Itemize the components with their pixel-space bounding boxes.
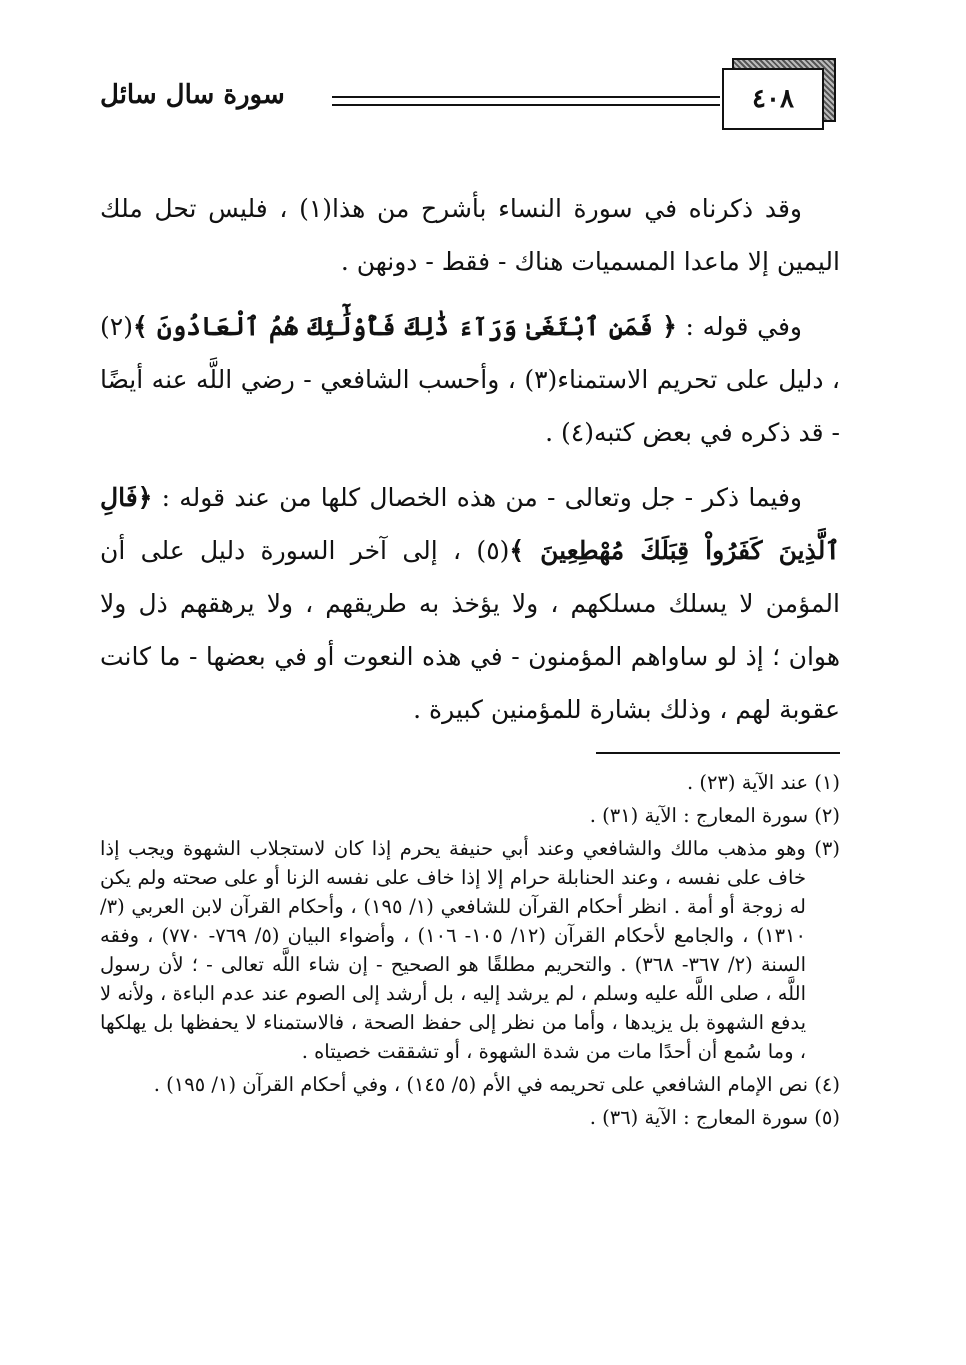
footnote-2: (٢) سورة المعارج : الآية (٣١) .: [589, 804, 840, 827]
paragraph-2-rest: (٢) ، دليل على تحريم الاستمناء(٣) ، وأحسب الشافعي - رضي اللَّه عنه أيضًا - قد ذكره في بعض كتبه(٤) .: [100, 312, 840, 447]
footnote-4: (٤) نص الإمام الشافعي على تحريمه في الأم (٥/ ١٤٥) ، وفي أحكام القرآن (١/ ١٩٥) .: [153, 1073, 840, 1096]
quran-verse-1: ﴿ فَمَنِ ٱبْتَغَىٰ وَرَآءَ ذَٰلِكَ فَأُوْلَٰٓئِكَ هُمُ ٱلْعَادُونَ ﴾: [132, 312, 677, 341]
footnote-3: (٣) وهو مذهب مالك والشافعي وعند أبي حنيفة يحرم إذا كان لاستجلاب الشهوة ويجب إذا خاف على نفسه ، وعند الحنابلة حرام إلا إذا خاف على نفسه الزنا أو على صحته ولم يكن له زوجة أو أمة . انظر أحكام القرآن للشافعي (١/ ١٩٥) ، وأحكام القرآن لابن العربي (٣/ ١٣١٠) ، والجامع لأحكام القرآن (١٢/ ١٠٥- ١٠٦) ، وأضواء البيان (٥/ ٧٦٩- ٧٧٠) ، وفقه السنة (٢/ ٣٦٧- ٣٦٨) . والتحريم مطلقًا هو الصحيح - إن شاء اللَّه تعالى - ؛ لأن رسول اللَّه ، صلى اللَّه عليه وسلم ، لم يرشد إليه ، بل أرشد إلى الصوم عند عدم الباءة ، ولأنه لا يدفع الشهوة بل يزيدها ، وأما من نظر إلى حفظ الصحة ، فالاستمناء لا يحفظها بل يهلكها ، وما سُمع أن أحدًا مات من شدة الشهوة ، أو تشققت خصيتاه .: [100, 837, 840, 1063]
footnotes: [100, 768, 840, 1136]
paragraph-2-lead: وفي قوله :: [676, 312, 802, 341]
header-double-rule: [332, 96, 720, 106]
footnote-1: (١) عند الآية (٢٣) .: [686, 771, 840, 794]
footnote-separator: [596, 752, 840, 754]
main-text: [100, 182, 840, 748]
paragraph-3: [100, 471, 840, 736]
paragraph-1: وقد ذكرناه في سورة النساء بأشرح من هذا(١) ، فليس تحل ملك اليمين إلا ماعدا المسميات هناك - فقط - دونهن .: [100, 194, 840, 276]
paragraph-2: [100, 300, 840, 459]
paragraph-3-lead: وفيما ذكر - جل وتعالى - من هذه الخصال كلها من عند قوله :: [152, 483, 802, 512]
page-number-frame: [722, 58, 834, 130]
surah-title: سورة سال سائل: [100, 80, 285, 110]
page-header: [100, 58, 846, 130]
paragraph-3-rest: (٥) ، إلى آخر السورة دليل على أن المؤمن لا يسلك مسلكهم ، ولا يؤخذ به طريقهم ، ولا يرهقهم ذل ولا هوان ؛ إذ لو ساواهم المؤمنون - في هذه النعوت أو في بعضها - ما كانت عقوبة لهم ، وذلك بشارة للمؤمنين كبيرة .: [100, 536, 840, 724]
page-number: ٤٠٨: [722, 68, 824, 130]
footnote-5: (٥) سورة المعارج : الآية (٣٦) .: [589, 1106, 840, 1129]
quran-verse-2: ﴿فَالِ ٱلَّذِينَ كَفَرُواْ قِبَلَكَ مُهْطِعِينَ ﴾: [100, 483, 840, 565]
